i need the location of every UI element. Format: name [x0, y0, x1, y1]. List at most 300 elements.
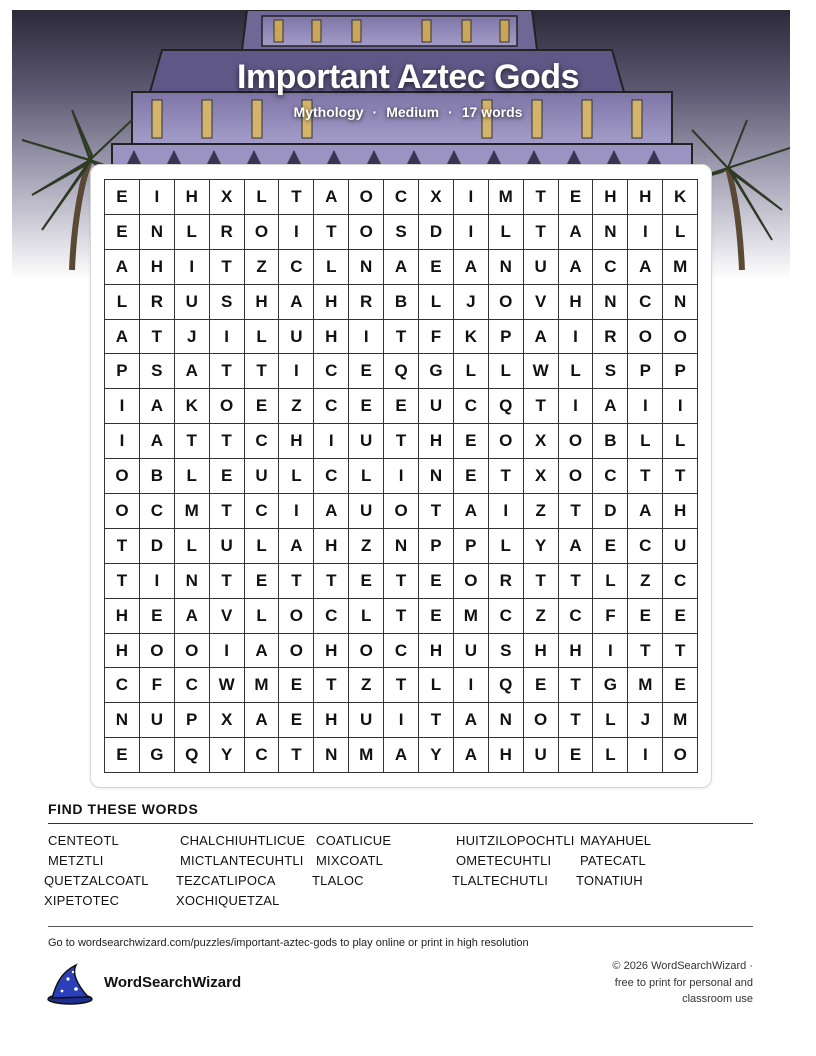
- grid-cell[interactable]: Z: [245, 250, 280, 285]
- grid-cell[interactable]: P: [489, 320, 524, 355]
- grid-cell[interactable]: I: [559, 389, 594, 424]
- grid-cell[interactable]: T: [628, 634, 663, 669]
- grid-cell[interactable]: K: [454, 320, 489, 355]
- grid-cell[interactable]: Y: [210, 738, 245, 773]
- grid-cell[interactable]: L: [593, 564, 628, 599]
- grid-cell[interactable]: U: [663, 529, 698, 564]
- grid-cell[interactable]: T: [314, 215, 349, 250]
- grid-cell[interactable]: S: [384, 215, 419, 250]
- grid-cell[interactable]: O: [105, 459, 140, 494]
- grid-cell[interactable]: N: [419, 459, 454, 494]
- grid-cell[interactable]: I: [663, 389, 698, 424]
- grid-cell[interactable]: E: [349, 564, 384, 599]
- grid-cell[interactable]: E: [349, 354, 384, 389]
- grid-cell[interactable]: R: [349, 285, 384, 320]
- grid-cell[interactable]: E: [524, 668, 559, 703]
- grid-cell[interactable]: X: [419, 180, 454, 215]
- grid-cell[interactable]: T: [559, 703, 594, 738]
- grid-cell[interactable]: S: [210, 285, 245, 320]
- grid-cell[interactable]: D: [593, 494, 628, 529]
- grid-cell[interactable]: P: [175, 703, 210, 738]
- grid-cell[interactable]: B: [593, 424, 628, 459]
- grid-cell[interactable]: A: [245, 634, 280, 669]
- grid-cell[interactable]: P: [105, 354, 140, 389]
- grid-cell[interactable]: L: [175, 529, 210, 564]
- grid-cell[interactable]: L: [349, 599, 384, 634]
- grid-cell[interactable]: U: [140, 703, 175, 738]
- grid-cell[interactable]: T: [384, 668, 419, 703]
- grid-cell[interactable]: O: [489, 424, 524, 459]
- grid-cell[interactable]: N: [593, 215, 628, 250]
- grid-cell[interactable]: I: [279, 354, 314, 389]
- grid-cell[interactable]: M: [245, 668, 280, 703]
- grid-cell[interactable]: B: [384, 285, 419, 320]
- grid-cell[interactable]: A: [279, 529, 314, 564]
- grid-cell[interactable]: T: [105, 564, 140, 599]
- grid-cell[interactable]: U: [349, 703, 384, 738]
- grid-cell[interactable]: C: [384, 180, 419, 215]
- grid-cell[interactable]: N: [175, 564, 210, 599]
- grid-cell[interactable]: A: [314, 494, 349, 529]
- grid-cell[interactable]: W: [210, 668, 245, 703]
- grid-cell[interactable]: L: [175, 215, 210, 250]
- grid-cell[interactable]: T: [210, 354, 245, 389]
- grid-cell[interactable]: T: [663, 634, 698, 669]
- grid-cell[interactable]: D: [419, 215, 454, 250]
- grid-cell[interactable]: T: [314, 564, 349, 599]
- grid-cell[interactable]: C: [454, 389, 489, 424]
- grid-cell[interactable]: S: [140, 354, 175, 389]
- copyright-line: © 2026 WordSearchWizard ·: [612, 960, 753, 972]
- grid-cell[interactable]: A: [454, 703, 489, 738]
- grid-cell[interactable]: W: [524, 354, 559, 389]
- grid-cell[interactable]: Z: [279, 389, 314, 424]
- grid-cell[interactable]: U: [210, 529, 245, 564]
- grid-cell[interactable]: A: [175, 599, 210, 634]
- grid-cell[interactable]: T: [279, 564, 314, 599]
- grid-cell[interactable]: H: [314, 285, 349, 320]
- category-label: Mythology: [293, 104, 364, 120]
- grid-cell[interactable]: Z: [524, 494, 559, 529]
- grid-cell[interactable]: C: [314, 389, 349, 424]
- grid-cell[interactable]: H: [279, 424, 314, 459]
- grid-cell[interactable]: P: [419, 529, 454, 564]
- grid-cell[interactable]: O: [105, 494, 140, 529]
- grid-cell[interactable]: A: [105, 320, 140, 355]
- grid-cell[interactable]: U: [175, 285, 210, 320]
- grid-cell[interactable]: E: [419, 564, 454, 599]
- grid-cell[interactable]: J: [454, 285, 489, 320]
- grid-cell[interactable]: I: [454, 215, 489, 250]
- grid-cell[interactable]: T: [524, 389, 559, 424]
- grid-cell[interactable]: U: [245, 459, 280, 494]
- grid-cell[interactable]: I: [349, 320, 384, 355]
- grid-cell[interactable]: O: [349, 215, 384, 250]
- grid-cell[interactable]: E: [105, 215, 140, 250]
- grid-cell[interactable]: R: [489, 564, 524, 599]
- grid-cell[interactable]: T: [210, 494, 245, 529]
- grid-cell[interactable]: P: [454, 529, 489, 564]
- word-list-item: COATLICUE: [316, 833, 392, 848]
- grid-cell[interactable]: R: [593, 320, 628, 355]
- grid-cell[interactable]: M: [663, 703, 698, 738]
- grid-cell[interactable]: E: [559, 180, 594, 215]
- grid-cell[interactable]: I: [105, 389, 140, 424]
- grid-cell[interactable]: U: [349, 494, 384, 529]
- grid-cell[interactable]: H: [314, 320, 349, 355]
- grid-cell[interactable]: Q: [175, 738, 210, 773]
- grid-cell[interactable]: U: [419, 389, 454, 424]
- grid-cell[interactable]: T: [245, 354, 280, 389]
- grid-cell[interactable]: E: [454, 424, 489, 459]
- grid-cell[interactable]: E: [419, 250, 454, 285]
- grid-cell[interactable]: A: [593, 389, 628, 424]
- grid-cell[interactable]: A: [559, 250, 594, 285]
- grid-cell[interactable]: O: [245, 215, 280, 250]
- grid-cell[interactable]: T: [524, 564, 559, 599]
- grid-cell[interactable]: C: [245, 494, 280, 529]
- grid-cell[interactable]: C: [140, 494, 175, 529]
- word-list-item: MAYAHUEL: [580, 833, 652, 848]
- grid-cell[interactable]: E: [105, 738, 140, 773]
- grid-cell[interactable]: P: [663, 354, 698, 389]
- grid-cell[interactable]: I: [210, 634, 245, 669]
- grid-cell[interactable]: A: [384, 250, 419, 285]
- grid-cell[interactable]: O: [524, 703, 559, 738]
- grid-cell[interactable]: M: [663, 250, 698, 285]
- grid-cell[interactable]: I: [175, 250, 210, 285]
- grid-cell[interactable]: T: [384, 424, 419, 459]
- grid-cell[interactable]: G: [419, 354, 454, 389]
- grid-cell[interactable]: F: [419, 320, 454, 355]
- grid-cell[interactable]: R: [140, 285, 175, 320]
- grid-cell[interactable]: L: [349, 459, 384, 494]
- grid-cell[interactable]: E: [384, 389, 419, 424]
- grid-cell[interactable]: L: [245, 529, 280, 564]
- grid-cell[interactable]: N: [489, 250, 524, 285]
- grid-cell[interactable]: H: [140, 250, 175, 285]
- grid-cell[interactable]: T: [419, 494, 454, 529]
- grid-cell[interactable]: I: [628, 389, 663, 424]
- grid-cell[interactable]: E: [628, 599, 663, 634]
- grid-cell[interactable]: A: [559, 529, 594, 564]
- divider: [48, 823, 753, 824]
- grid-cell[interactable]: T: [524, 180, 559, 215]
- grid-cell[interactable]: K: [663, 180, 698, 215]
- grid-cell[interactable]: L: [245, 599, 280, 634]
- page-title: Important Aztec Gods: [237, 58, 579, 96]
- grid-cell[interactable]: T: [559, 494, 594, 529]
- word-count-label: 17 words: [461, 104, 523, 120]
- grid-cell[interactable]: M: [489, 180, 524, 215]
- grid-cell[interactable]: H: [419, 424, 454, 459]
- grid-cell[interactable]: X: [210, 180, 245, 215]
- grid-cell[interactable]: I: [489, 494, 524, 529]
- grid-cell[interactable]: H: [314, 529, 349, 564]
- grid-cell[interactable]: U: [279, 320, 314, 355]
- grid-cell[interactable]: E: [419, 599, 454, 634]
- grid-cell[interactable]: L: [314, 250, 349, 285]
- grid-cell[interactable]: T: [559, 564, 594, 599]
- grid-cell[interactable]: H: [105, 599, 140, 634]
- grid-cell[interactable]: L: [489, 215, 524, 250]
- grid-cell[interactable]: I: [384, 703, 419, 738]
- grid-cell[interactable]: E: [559, 738, 594, 773]
- grid-cell[interactable]: A: [105, 250, 140, 285]
- grid-cell[interactable]: T: [489, 459, 524, 494]
- grid-cell[interactable]: M: [349, 738, 384, 773]
- grid-cell[interactable]: C: [593, 250, 628, 285]
- grid-cell[interactable]: O: [663, 320, 698, 355]
- grid-cell[interactable]: V: [524, 285, 559, 320]
- grid-cell[interactable]: U: [524, 738, 559, 773]
- grid-cell[interactable]: I: [140, 180, 175, 215]
- grid-cell[interactable]: N: [140, 215, 175, 250]
- grid-cell[interactable]: I: [454, 668, 489, 703]
- grid-cell[interactable]: O: [279, 599, 314, 634]
- grid-cell[interactable]: T: [175, 424, 210, 459]
- grid-cell[interactable]: O: [349, 634, 384, 669]
- grid-cell[interactable]: A: [140, 424, 175, 459]
- grid-cell[interactable]: I: [210, 320, 245, 355]
- grid-cell[interactable]: N: [593, 285, 628, 320]
- grid-cell[interactable]: J: [175, 320, 210, 355]
- grid-cell[interactable]: C: [175, 668, 210, 703]
- grid-cell[interactable]: C: [593, 459, 628, 494]
- grid-cell[interactable]: U: [524, 250, 559, 285]
- grid-cell[interactable]: L: [419, 668, 454, 703]
- grid-cell[interactable]: L: [175, 459, 210, 494]
- grid-cell[interactable]: H: [105, 634, 140, 669]
- grid-cell[interactable]: A: [140, 389, 175, 424]
- grid-cell[interactable]: H: [489, 738, 524, 773]
- grid-cell[interactable]: Z: [628, 564, 663, 599]
- grid-cell[interactable]: H: [663, 494, 698, 529]
- grid-cell[interactable]: T: [210, 564, 245, 599]
- grid-cell[interactable]: T: [105, 529, 140, 564]
- grid-cell[interactable]: H: [314, 703, 349, 738]
- grid-cell[interactable]: O: [559, 424, 594, 459]
- grid-cell[interactable]: T: [384, 320, 419, 355]
- grid-cell[interactable]: L: [419, 285, 454, 320]
- grid-cell[interactable]: I: [140, 564, 175, 599]
- grid-cell[interactable]: E: [210, 459, 245, 494]
- grid-cell[interactable]: C: [314, 459, 349, 494]
- grid-cell[interactable]: C: [559, 599, 594, 634]
- grid-cell[interactable]: O: [384, 494, 419, 529]
- grid-cell[interactable]: E: [349, 389, 384, 424]
- grid-cell[interactable]: C: [245, 738, 280, 773]
- grid-cell[interactable]: O: [140, 634, 175, 669]
- grid-cell[interactable]: N: [489, 703, 524, 738]
- grid-cell[interactable]: J: [628, 703, 663, 738]
- grid-cell[interactable]: T: [140, 320, 175, 355]
- grid-cell[interactable]: T: [559, 668, 594, 703]
- grid-cell[interactable]: Q: [384, 354, 419, 389]
- grid-cell[interactable]: H: [245, 285, 280, 320]
- grid-cell[interactable]: Y: [419, 738, 454, 773]
- grid-cell[interactable]: O: [349, 180, 384, 215]
- grid-cell[interactable]: I: [593, 634, 628, 669]
- grid-cell[interactable]: E: [245, 389, 280, 424]
- grid-cell[interactable]: H: [628, 180, 663, 215]
- grid-cell[interactable]: C: [314, 599, 349, 634]
- grid-cell[interactable]: V: [210, 599, 245, 634]
- grid-cell[interactable]: H: [175, 180, 210, 215]
- grid-cell[interactable]: P: [628, 354, 663, 389]
- grid-cell[interactable]: L: [489, 529, 524, 564]
- grid-cell[interactable]: I: [105, 424, 140, 459]
- grid-cell[interactable]: N: [349, 250, 384, 285]
- grid-cell[interactable]: H: [314, 634, 349, 669]
- grid-cell[interactable]: G: [593, 668, 628, 703]
- grid-cell[interactable]: E: [279, 668, 314, 703]
- grid-cell[interactable]: A: [314, 180, 349, 215]
- play-online-link[interactable]: Go to wordsearchwizard.com/puzzles/important-aztec-gods to play online or print in high resolution: [48, 937, 529, 949]
- grid-cell[interactable]: L: [105, 285, 140, 320]
- grid-cell[interactable]: L: [489, 354, 524, 389]
- grid-cell[interactable]: T: [384, 599, 419, 634]
- grid-cell[interactable]: N: [105, 703, 140, 738]
- grid-cell[interactable]: Z: [349, 668, 384, 703]
- grid-cell[interactable]: M: [628, 668, 663, 703]
- grid-cell[interactable]: L: [245, 320, 280, 355]
- grid-cell[interactable]: A: [559, 215, 594, 250]
- grid-cell[interactable]: T: [279, 180, 314, 215]
- grid-cell[interactable]: A: [628, 494, 663, 529]
- grid-cell[interactable]: L: [454, 354, 489, 389]
- grid-cell[interactable]: L: [245, 180, 280, 215]
- grid-cell[interactable]: T: [210, 250, 245, 285]
- grid-cell[interactable]: H: [419, 634, 454, 669]
- grid-cell[interactable]: A: [384, 738, 419, 773]
- grid-cell[interactable]: O: [210, 389, 245, 424]
- grid-cell[interactable]: E: [663, 668, 698, 703]
- grid-cell[interactable]: O: [279, 634, 314, 669]
- grid-cell[interactable]: O: [663, 738, 698, 773]
- grid-cell[interactable]: U: [349, 424, 384, 459]
- grid-cell[interactable]: H: [559, 285, 594, 320]
- grid-cell[interactable]: A: [454, 250, 489, 285]
- grid-cell[interactable]: I: [628, 215, 663, 250]
- grid-cell[interactable]: N: [663, 285, 698, 320]
- puzzle-meta: [0, 104, 816, 120]
- grid-cell[interactable]: E: [279, 703, 314, 738]
- grid-cell[interactable]: X: [210, 703, 245, 738]
- grid-cell[interactable]: C: [628, 285, 663, 320]
- grid-cell[interactable]: X: [524, 424, 559, 459]
- grid-cell[interactable]: I: [279, 215, 314, 250]
- grid-cell[interactable]: T: [524, 215, 559, 250]
- grid-cell[interactable]: N: [384, 529, 419, 564]
- grid-cell[interactable]: C: [663, 564, 698, 599]
- grid-cell[interactable]: A: [454, 738, 489, 773]
- grid-cell[interactable]: C: [105, 668, 140, 703]
- grid-cell[interactable]: E: [454, 459, 489, 494]
- grid-cell[interactable]: T: [279, 738, 314, 773]
- grid-cell[interactable]: G: [140, 738, 175, 773]
- grid-cell[interactable]: T: [663, 459, 698, 494]
- grid-cell[interactable]: C: [279, 250, 314, 285]
- grid-cell[interactable]: S: [489, 634, 524, 669]
- grid-cell[interactable]: H: [559, 634, 594, 669]
- grid-cell[interactable]: L: [663, 215, 698, 250]
- grid-cell[interactable]: O: [559, 459, 594, 494]
- grid-cell[interactable]: I: [559, 320, 594, 355]
- grid-cell[interactable]: I: [314, 424, 349, 459]
- grid-cell[interactable]: L: [279, 459, 314, 494]
- grid-cell[interactable]: I: [279, 494, 314, 529]
- grid-cell[interactable]: T: [384, 564, 419, 599]
- grid-cell[interactable]: E: [140, 599, 175, 634]
- letter-grid[interactable]: [104, 179, 698, 773]
- grid-cell[interactable]: D: [140, 529, 175, 564]
- grid-cell[interactable]: A: [245, 703, 280, 738]
- grid-cell[interactable]: Z: [524, 599, 559, 634]
- grid-cell[interactable]: X: [524, 459, 559, 494]
- grid-cell[interactable]: C: [384, 634, 419, 669]
- grid-cell[interactable]: E: [245, 564, 280, 599]
- grid-cell[interactable]: R: [210, 215, 245, 250]
- grid-cell[interactable]: B: [140, 459, 175, 494]
- grid-cell[interactable]: C: [628, 529, 663, 564]
- grid-cell[interactable]: E: [593, 529, 628, 564]
- grid-cell[interactable]: A: [628, 250, 663, 285]
- grid-cell[interactable]: C: [489, 599, 524, 634]
- grid-cell[interactable]: E: [663, 599, 698, 634]
- grid-cell[interactable]: H: [593, 180, 628, 215]
- grid-cell[interactable]: L: [593, 703, 628, 738]
- grid-cell[interactable]: A: [175, 354, 210, 389]
- grid-cell[interactable]: I: [454, 180, 489, 215]
- grid-cell[interactable]: E: [105, 180, 140, 215]
- grid-cell[interactable]: L: [628, 424, 663, 459]
- grid-cell[interactable]: I: [384, 459, 419, 494]
- grid-cell[interactable]: O: [454, 564, 489, 599]
- grid-cell[interactable]: O: [628, 320, 663, 355]
- grid-cell[interactable]: K: [175, 389, 210, 424]
- grid-cell[interactable]: A: [524, 320, 559, 355]
- grid-cell[interactable]: L: [663, 424, 698, 459]
- grid-cell[interactable]: I: [628, 738, 663, 773]
- grid-cell[interactable]: L: [593, 738, 628, 773]
- grid-cell[interactable]: T: [419, 703, 454, 738]
- grid-cell[interactable]: M: [454, 599, 489, 634]
- grid-cell[interactable]: C: [245, 424, 280, 459]
- grid-cell[interactable]: N: [314, 738, 349, 773]
- difficulty-label: Medium: [386, 104, 440, 120]
- grid-cell[interactable]: T: [210, 424, 245, 459]
- grid-cell[interactable]: Y: [524, 529, 559, 564]
- grid-cell[interactable]: H: [524, 634, 559, 669]
- grid-cell[interactable]: Q: [489, 668, 524, 703]
- grid-cell[interactable]: O: [489, 285, 524, 320]
- grid-cell[interactable]: F: [593, 599, 628, 634]
- grid-cell[interactable]: O: [175, 634, 210, 669]
- grid-cell[interactable]: S: [593, 354, 628, 389]
- grid-cell[interactable]: U: [454, 634, 489, 669]
- grid-cell[interactable]: L: [559, 354, 594, 389]
- grid-cell[interactable]: C: [314, 354, 349, 389]
- grid-cell[interactable]: Z: [349, 529, 384, 564]
- grid-cell[interactable]: A: [279, 285, 314, 320]
- grid-cell[interactable]: M: [175, 494, 210, 529]
- grid-cell[interactable]: T: [314, 668, 349, 703]
- grid-cell[interactable]: F: [140, 668, 175, 703]
- grid-cell[interactable]: Q: [489, 389, 524, 424]
- grid-cell[interactable]: A: [454, 494, 489, 529]
- grid-cell[interactable]: T: [628, 459, 663, 494]
